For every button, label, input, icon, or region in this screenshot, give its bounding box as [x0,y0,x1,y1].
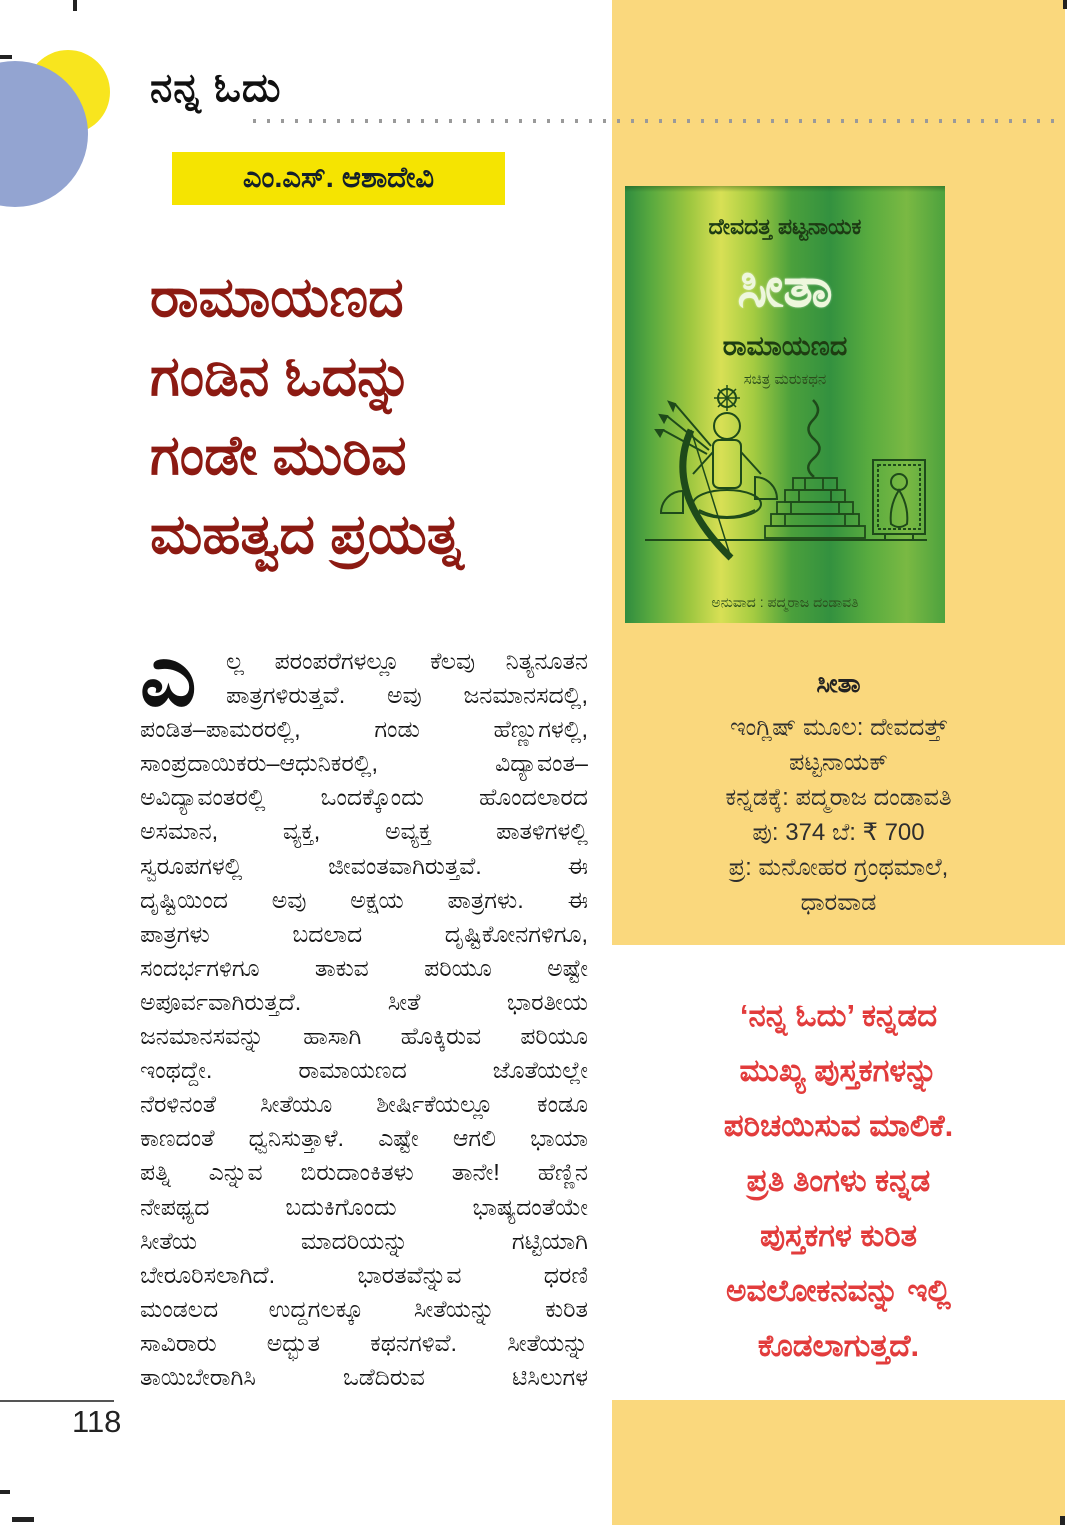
page-number-rule [0,1400,114,1402]
body-line: ಲ್ಲ ಪರಂಪರೆಗಳಲ್ಲೂ ಕೆಲವು ನಿತ್ಯನೂತನ [226,648,588,674]
body-line: ಅವಿದ್ಯಾವಂತರಲ್ಲಿ ಒಂದಕ್ಕೊಂದು ಹೊಂದಲಾರದ [140,784,588,811]
crop-mark-top-right-v [1063,0,1067,9]
article-title [150,258,600,574]
cover-subtitle: ರಾಮಾಯಣದ [722,331,848,361]
body-line: ಬೇರೂರಿಸಲಾಗಿದೆ. ಭಾರತವೆನ್ನುವ ಧರಣಿ [140,1261,588,1288]
body-line: ನೇಪಥ್ಯದ ಬದುಕಿಗೊಂದು ಭಾಷ್ಯದಂತೆಯೇ [140,1193,588,1220]
series-title: ನನ್ನ ಓದು [150,66,282,110]
body-line: ಪಾತ್ರಗಳಿರುತ್ತವೆ. ಅವು ಜನಮಾನಸದಲ್ಲಿ, [226,682,588,709]
book-info-line: ಪ್ರ: ಮನೋಹರ ಗ್ರಂಥಮಾಲೆ, [728,854,949,881]
dotted-divider [253,119,1063,123]
article-title-line: ರಾಮಾಯಣದ [150,266,404,328]
book-cover-image [625,186,945,623]
body-line: ಮಂಡಲದ ಉದ್ದಗಲಕ್ಕೂ ಸೀತೆಯನ್ನು ಕುರಿತ [140,1295,588,1322]
body-line: ದೃಷ್ಟಿಯಿಂದ ಅವು ಅಕ್ಷಯ ಪಾತ್ರಗಳು. ಈ [140,886,588,913]
promo-line: ಪ್ರತಿ ತಿಂಗಳು ಕನ್ನಡ [746,1163,931,1198]
body-line: ಸ್ವರೂಪಗಳಲ್ಲಿ ಜೀವಂತವಾಗಿರುತ್ತವೆ. ಈ [140,852,588,879]
author-badge: ಎಂ.ಎಸ್. ಆಶಾದೇವಿ [172,152,505,205]
promo-line: ‘ನನ್ನ ಓದು’ ಕನ್ನಡದ [739,998,938,1033]
body-line: ಇಂಥದ್ದೇ. ರಾಮಾಯಣದ ಜೊತೆಯಲ್ಲೇ [140,1057,588,1084]
crop-mark-bottom-left-v [12,1517,34,1522]
cover-translator: ಅನುವಾದ : ಪದ್ಮರಾಜ ದಂಡಾವತಿ [711,594,859,610]
body-line: ಕಾಣದಂತೆ ಧ್ವನಿಸುತ್ತಾಳೆ. ಎಷ್ಟೇ ಆಗಲಿ ಭಾಯಾ [140,1125,588,1152]
body-line: ಅಸಮಾನ, ವ್ಯಕ್ತ, ಅವ್ಯಕ್ತ ಪಾತಳಿಗಳಲ್ಲಿ [140,818,588,845]
book-info-line: ಕನ್ನಡಕ್ಕೆ: ಪದ್ಮರಾಜ ದಂಡಾವತಿ [725,784,952,811]
book-info-line: ಇಂಗ್ಲಿಷ್ ಮೂಲ: ದೇವದತ್ತ್ [730,714,947,741]
body-line: ಪಾತ್ರಗಳು ಬದಲಾದ ದೃಷ್ಟಿಕೋನಗಳಿಗೂ, [140,920,588,947]
body-line: ಪತ್ನಿ ಎನ್ನುವ ಬಿರುದಾಂಕಿತಳು ತಾನೇ! ಹೆಣ್ಣಿನ [140,1159,588,1186]
book-info-line: ಪು: 374 ಬೆ: ₹ 700 [752,819,925,846]
page-number: 118 [72,1404,122,1439]
body-line: ಸಂದರ್ಭಗಳಿಗೂ ತಾಕುವ ಪರಿಯೂ ಅಷ್ಟೇ [140,954,588,981]
body-line: ಅಪೂರ್ವವಾಗಿರುತ್ತದೆ. ಸೀತೆ ಭಾರತೀಯ [140,988,588,1015]
body-line: ಜನಮಾನಸವನ್ನು ಹಾಸಾಗಿ ಹೊಕ್ಕಿರುವ ಪರಿಯೂ [140,1023,588,1050]
promo-line: ಅವಲೋಕನವನ್ನು ಇಲ್ಲಿ [726,1273,951,1308]
article-title-line: ಗಂಡೇ ಮುರಿವ [150,424,407,486]
cover-tagline: ಸಚಿತ್ರ ಮರುಕಥನ [743,371,827,388]
crop-mark-bottom-right-v [1060,1516,1065,1525]
body-line: ಸಾಂಪ್ರದಾಯಿಕರು–ಆಧುನಿಕರಲ್ಲಿ, ವಿದ್ಯಾವಂತ– [140,750,588,777]
cover-illustration-rama-fire-sita-icon [635,382,935,582]
promo-line: ಕೊಡಲಾಗುತ್ತದೆ. [757,1328,920,1363]
drop-cap: ಎ [140,625,197,724]
article-body [140,625,588,1394]
book-info-line: ಧಾರವಾಡ [800,889,877,916]
book-info-line: ಪಟ್ಟನಾಯಕ್ [789,749,888,776]
cover-author: ದೇವದತ್ತ ಪಟ್ಟನಾಯಕ [708,214,862,239]
body-line: ಸಾವಿರಾರು ಅದ್ಭುತ ಕಥನಗಳಿವೆ. ಸೀತೆಯನ್ನು [140,1329,588,1356]
crop-mark-top-left-h [0,55,12,59]
series-promo-text [622,988,1055,1373]
article-title-line: ಮಹತ್ವದ ಪ್ರಯತ್ನ [150,503,464,565]
body-line: ಸೀತೆಯ ಮಾದರಿಯನ್ನು ಗಟ್ಟಿಯಾಗಿ [140,1227,588,1254]
cover-title: ಸೀತಾ [737,255,833,318]
book-info-title: ಸೀತಾ [816,668,861,698]
crop-mark-top-left-v [73,0,77,11]
body-line: ಪಂಡಿತ–ಪಾಮರರಲ್ಲಿ, ಗಂಡು ಹೆಣ್ಣುಗಳಲ್ಲಿ, [140,716,588,743]
body-line: ತಾಯಿಬೇರಾಗಿಸಿ ಒಡೆದಿರುವ ಟಿಸಿಲುಗಳ [140,1363,588,1390]
article-title-line: ಗಂಡಿನ ಓದನ್ನು [150,345,413,407]
book-info [622,668,1055,920]
promo-line: ಮುಖ್ಯ ಪುಸ್ತಕಗಳನ್ನು [739,1053,938,1088]
crop-mark-bottom-left-h [0,1490,10,1494]
promo-line: ಪರಿಚಯಿಸುವ ಮಾಲಿಕೆ. [723,1108,954,1143]
body-line: ನೆರಳಿನಂತೆ ಸೀತೆಯೂ ಶೀರ್ಷಿಕೆಯಲ್ಲೂ ಕಂಡೂ [140,1091,588,1118]
promo-line: ಪುಸ್ತಕಗಳ ಕುರಿತ [759,1218,918,1253]
